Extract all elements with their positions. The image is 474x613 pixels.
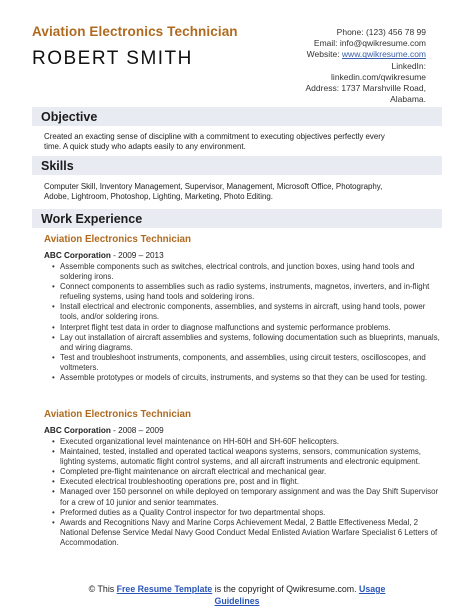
website: [206, 49, 426, 60]
objective-line-2: time. A quick study who adapts easily to any environment.: [44, 142, 246, 152]
list-item: • Executed electrical troubleshooting operations pre, post and in flight.: [52, 477, 444, 487]
list-item: • Executed organizational level maintenance on HH-60H and SH-60F helicopters.: [52, 437, 444, 447]
footer: [0, 583, 474, 607]
objective-line-1: Created an exacting sense of discipline with a commitment to executing objectives perfectly every: [44, 132, 385, 141]
usage-link[interactable]: Usage: [358, 584, 386, 594]
footer-line-1: [0, 583, 474, 595]
job-1-company: [44, 251, 444, 260]
job-1-bullets: [52, 262, 444, 383]
job-entry-2: [44, 409, 444, 548]
candidate-name: ROBERT SMITH: [32, 48, 193, 69]
job-2-title: Aviation Electronics Technician: [44, 409, 191, 420]
skills-text: [44, 182, 444, 202]
linkedin-label: LinkedIn:: [391, 60, 426, 71]
job-2-company-name: ABC Corporation: [44, 426, 111, 435]
job-1-dates: - 2009 – 2013: [110, 251, 164, 260]
address-line-2: Alabama.: [390, 94, 426, 105]
footer-line-2: [0, 595, 474, 607]
list-item: • Assemble prototypes or models of circuits, instruments, and systems so that they can be used for testing.: [52, 373, 444, 383]
copyright-icon: ©: [88, 584, 96, 594]
list-item: • Preformed duties as a Quality Control inspector for two departmental shops.: [52, 508, 444, 518]
objective-heading: Objective: [41, 110, 98, 124]
list-item: • Connect components to assemblies such as radio systems, instruments, magnetos, inverters, and in-flight refueling systems, using hand tools and soldering irons.: [52, 282, 444, 302]
job-1-company-name: ABC Corporation: [44, 251, 111, 260]
objective-text: [44, 132, 444, 152]
job-2-bullets: [52, 437, 444, 548]
job-entry-1: [44, 234, 444, 383]
job-1-title: Aviation Electronics Technician: [44, 234, 191, 245]
footer-text-2: is the copyright of Qwikresume.com.: [212, 584, 359, 594]
skills-line-2: Adobe, Lightroom, Photoshop, Lighting, Marketing, Photo Editing.: [44, 192, 273, 202]
website-label: Website:: [306, 49, 342, 60]
list-item: • Managed over 150 personnel on while deployed on temporary assignment and was the Day Shift Supervisor for a crew of 10 junior and senior teammates.: [52, 487, 444, 507]
skills-line-1: Computer Skill, Inventory Management, Supervisor, Management, Microsoft Office, Photography,: [44, 182, 383, 191]
phone: Phone: (123) 456 78 99: [336, 27, 426, 37]
linkedin-value: linkedin.com/qwikresume: [331, 71, 426, 82]
resume-header: [0, 0, 474, 104]
experience-heading: Work Experience: [41, 212, 143, 226]
contact-info: [206, 27, 426, 105]
list-item: • Assemble components such as switches, electrical controls, and junction boxes, using hand tools and soldering irons.: [52, 262, 444, 282]
experience-section-header: [32, 209, 442, 228]
objective-section-header: [32, 107, 442, 126]
list-item: • Maintained, tested, installed and operated tactical weapons systems, sensors, communication systems, lighting systems, automatic flight control systems, and all aircraft instruments and electronic equipment.: [52, 447, 444, 467]
guidelines-link[interactable]: Guidelines: [214, 596, 260, 606]
list-item: • Lay out installation of aircraft assemblies and systems, following documentation such as blueprints, manuals, and wiring diagrams.: [52, 333, 444, 353]
free-resume-template-link[interactable]: Free Resume Template: [116, 584, 213, 594]
job-2-dates: - 2008 – 2009: [110, 426, 164, 435]
list-item: • Install electrical and electronic components, assemblies, and systems in aircraft, using hand tools, power tools, and/or soldering irons.: [52, 302, 444, 322]
skills-section-header: [32, 156, 442, 175]
footer-text-1: This: [95, 584, 117, 594]
skills-heading: Skills: [41, 159, 74, 173]
email: Email: info@qwikresume.com: [313, 38, 426, 49]
job-2-company: [44, 426, 444, 435]
job-title: Aviation Electronics Technician: [32, 24, 238, 39]
list-item: • Completed pre-flight maintenance on aircraft electrical and mechanical gear.: [52, 467, 444, 477]
address-line-1: Address: 1737 Marshville Road,: [305, 83, 426, 94]
list-item: • Test and troubleshoot instruments, components, and assemblies, using circuit testers, oscilloscopes, and voltmeters.: [52, 353, 444, 373]
website-link[interactable]: www.qwikresume.com: [341, 49, 426, 60]
list-item: • Interpret flight test data in order to diagnose malfunctions and systemic performance problems.: [52, 323, 444, 333]
list-item: • Awards and Recognitions Navy and Marine Corps Achievement Medal, 2 Battle Effectiveness Medal, 2 National Defense Service Medal Navy Good Conduct Medal Enlisted Aviation Warfare Specialist 6 Letters of Accommodation.: [52, 518, 444, 548]
